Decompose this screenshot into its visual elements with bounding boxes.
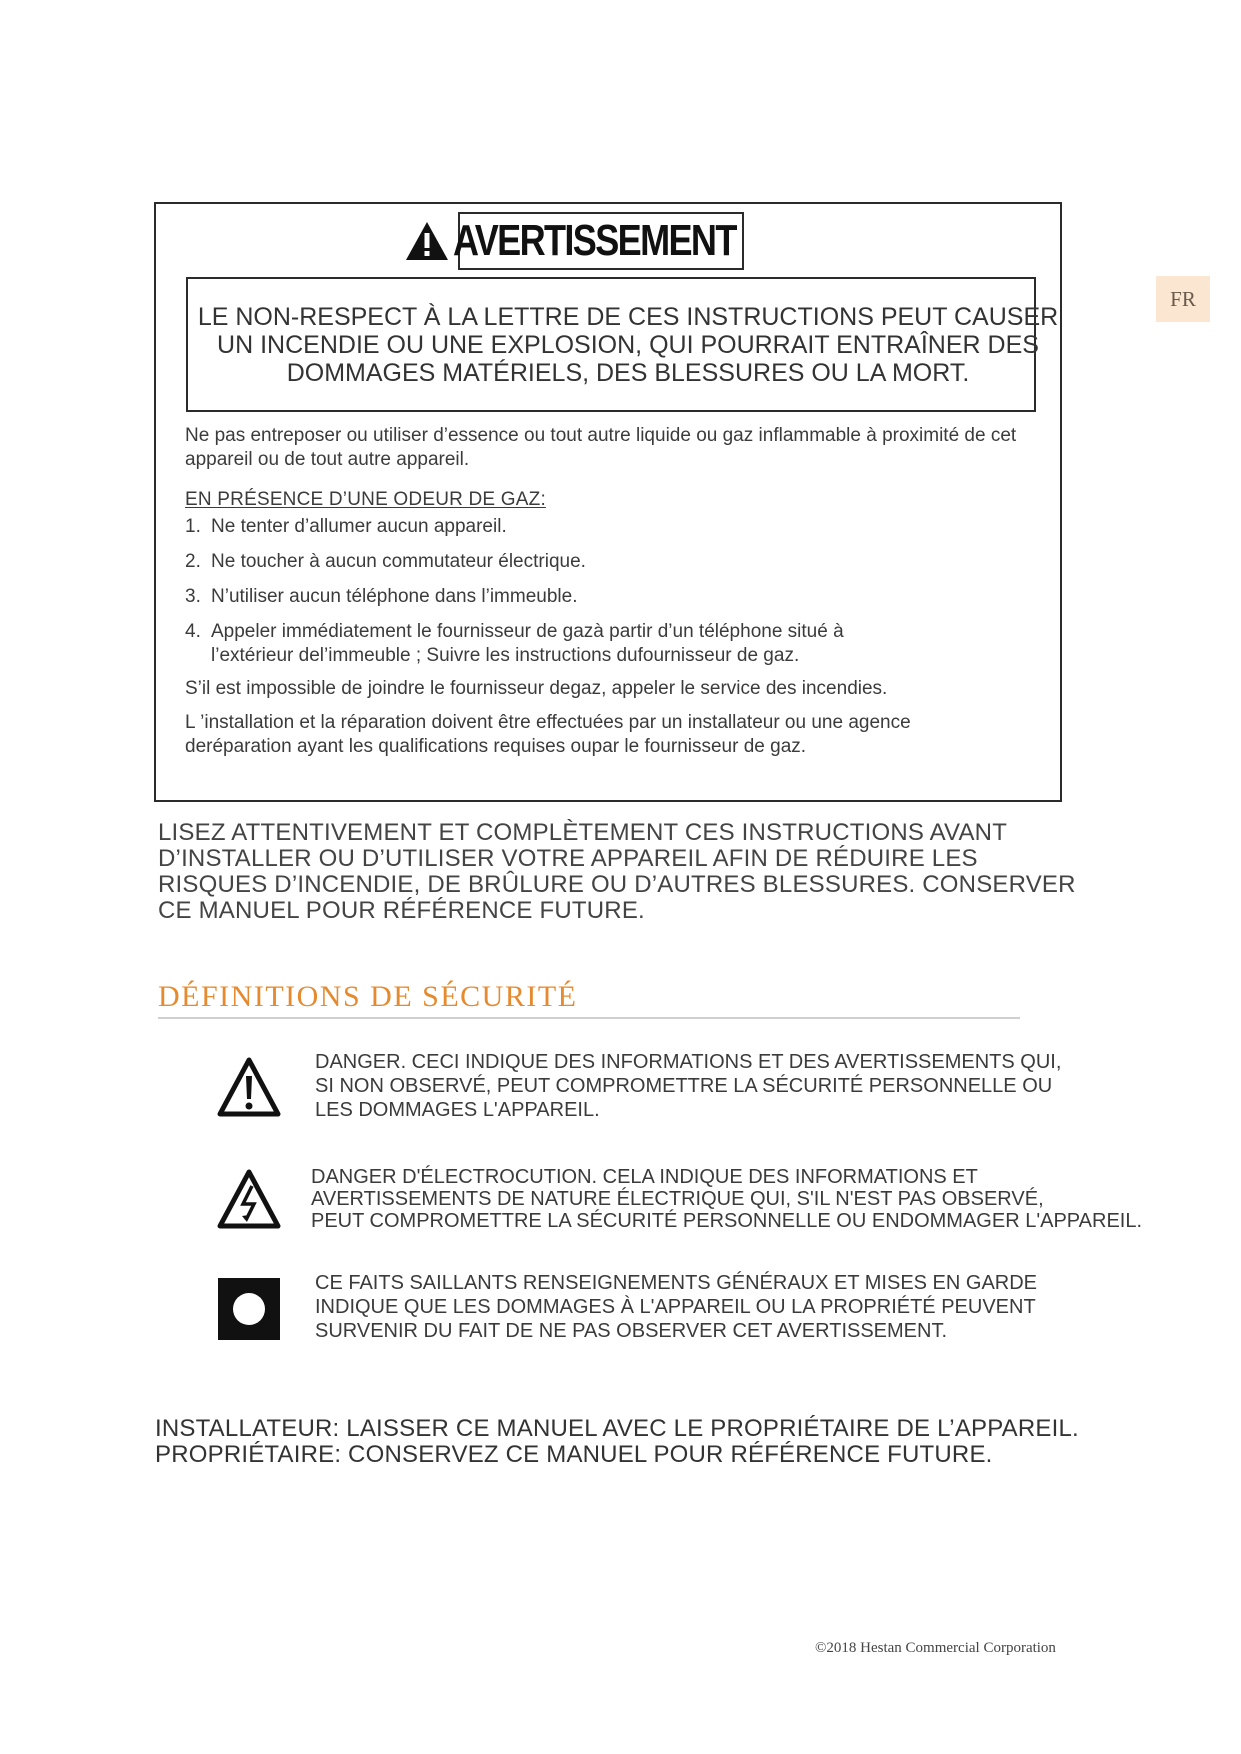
step-text: Appeler immédiatement le fournisseur de gazà partir d’un téléphone situé à l’extérieur del’immeuble ; Suivre les instructions dufournisseur de gaz.	[211, 621, 844, 666]
list-item	[185, 585, 1045, 609]
step-number: 3.	[185, 586, 201, 607]
electrical-hazard-icon	[216, 1166, 282, 1232]
hazard-line: UN INCENDIE OU UNE EXPLOSION, QUI POURRAIT ENTRAÎNER DES	[217, 331, 1039, 359]
gas-odor-heading: EN PRÉSENCE D’UNE ODEUR DE GAZ:	[185, 489, 546, 510]
notice-line: CE MANUEL POUR RÉFÉRENCE FUTURE.	[158, 897, 645, 924]
step-number: 4.	[185, 621, 201, 642]
section-divider	[158, 1017, 1020, 1019]
storage-paragraph: Ne pas entreposer ou utiliser d’essence ou tout autre liquide ou gaz inflammable à proximité de cet appareil ou de tout autre appareil.	[185, 425, 1017, 470]
unreachable-supplier-paragraph: S’il est impossible de joindre le fournisseur degaz, appeler le service des incendies.	[185, 678, 888, 699]
step-text: Ne tenter d’allumer aucun appareil.	[211, 516, 507, 537]
notice-line: D’INSTALLER OU D’UTILISER VOTRE APPAREIL AFIN DE RÉDUIRE LES	[158, 845, 978, 872]
step-number: 2.	[185, 551, 201, 572]
hazard-statement	[186, 303, 1070, 387]
danger-definition	[315, 1050, 1061, 1122]
list-item	[185, 550, 1045, 574]
language-tab[interactable]: FR	[1156, 276, 1210, 322]
hazard-line: DOMMAGES MATÉRIELS, DES BLESSURES OU LA MORT.	[286, 359, 970, 387]
definition-line: INDIQUE QUE LES DOMMAGES À L'APPAREIL OU LA PROPRIÉTÉ PEUVENT	[315, 1296, 1036, 1318]
notice-line: LISEZ ATTENTIVEMENT ET COMPLÈTEMENT CES INSTRUCTIONS AVANT	[158, 819, 1008, 846]
gas-odor-steps	[185, 515, 1045, 679]
hazard-line: LE NON-RESPECT À LA LETTRE DE CES INSTRUCTIONS PEUT CAUSER	[197, 303, 1059, 331]
installer-line: INSTALLATEUR: LAISSER CE MANUEL AVEC LE PROPRIÉTAIRE DE L’APPAREIL.	[155, 1415, 1079, 1442]
warning-label	[452, 212, 744, 270]
list-item	[185, 515, 1045, 539]
definition-line: PEUT COMPROMETTRE LA SÉCURITÉ PERSONNELLE OU ENDOMMAGER L'APPAREIL.	[311, 1210, 1143, 1232]
step-text: Ne toucher à aucun commutateur électrique.	[211, 551, 586, 572]
caution-definition	[315, 1271, 1037, 1343]
step-text: N’utiliser aucun téléphone dans l’immeuble.	[211, 586, 578, 607]
warning-triangle-icon	[405, 221, 449, 261]
definition-line: LES DOMMAGES L'APPAREIL.	[315, 1099, 600, 1121]
definition-line: DANGER D'ÉLECTROCUTION. CELA INDIQUE DES INFORMATIONS ET	[311, 1166, 978, 1188]
definition-line: DANGER. CECI INDIQUE DES INFORMATIONS ET DES AVERTISSEMENTS QUI,	[315, 1051, 1062, 1073]
read-instructions-notice	[158, 820, 1078, 924]
warning-triangle-icon	[216, 1054, 282, 1120]
definition-line: AVERTISSEMENTS DE NATURE ÉLECTRIQUE QUI, S'IL N'EST PAS OBSERVÉ,	[311, 1188, 1044, 1210]
installer-note	[155, 1416, 1115, 1468]
owner-line: PROPRIÉTAIRE: CONSERVEZ CE MANUEL POUR RÉFÉRENCE FUTURE.	[155, 1441, 993, 1468]
definition-line: CE FAITS SAILLANTS RENSEIGNEMENTS GÉNÉRAUX ET MISES EN GARDE	[315, 1272, 1038, 1294]
definition-line: SURVENIR DU FAIT DE NE PAS OBSERVER CET AVERTISSEMENT.	[315, 1320, 948, 1342]
installation-paragraph: L ’installation et la réparation doivent être effectuées par un installateur ou une agence deréparation ayant les qualifications requises oupar le fournisseur de gaz.	[185, 712, 911, 757]
notice-line: RISQUES D’INCENDIE, DE BRÛLURE OU D’AUTRES BLESSURES. CONSERVER	[158, 871, 1076, 898]
caution-square-icon	[216, 1276, 282, 1342]
electrocution-definition	[311, 1166, 1142, 1232]
warning-label-text: AVERTISSEMENT	[452, 216, 736, 265]
list-item	[185, 620, 1045, 668]
section-title: DÉFINITIONS DE SÉCURITÉ	[158, 980, 578, 1013]
definition-line: SI NON OBSERVÉ, PEUT COMPROMETTRE LA SÉCURITÉ PERSONNELLE OU	[315, 1075, 1053, 1097]
copyright: ©2018 Hestan Commercial Corporation	[815, 1640, 1056, 1656]
step-number: 1.	[185, 516, 201, 537]
